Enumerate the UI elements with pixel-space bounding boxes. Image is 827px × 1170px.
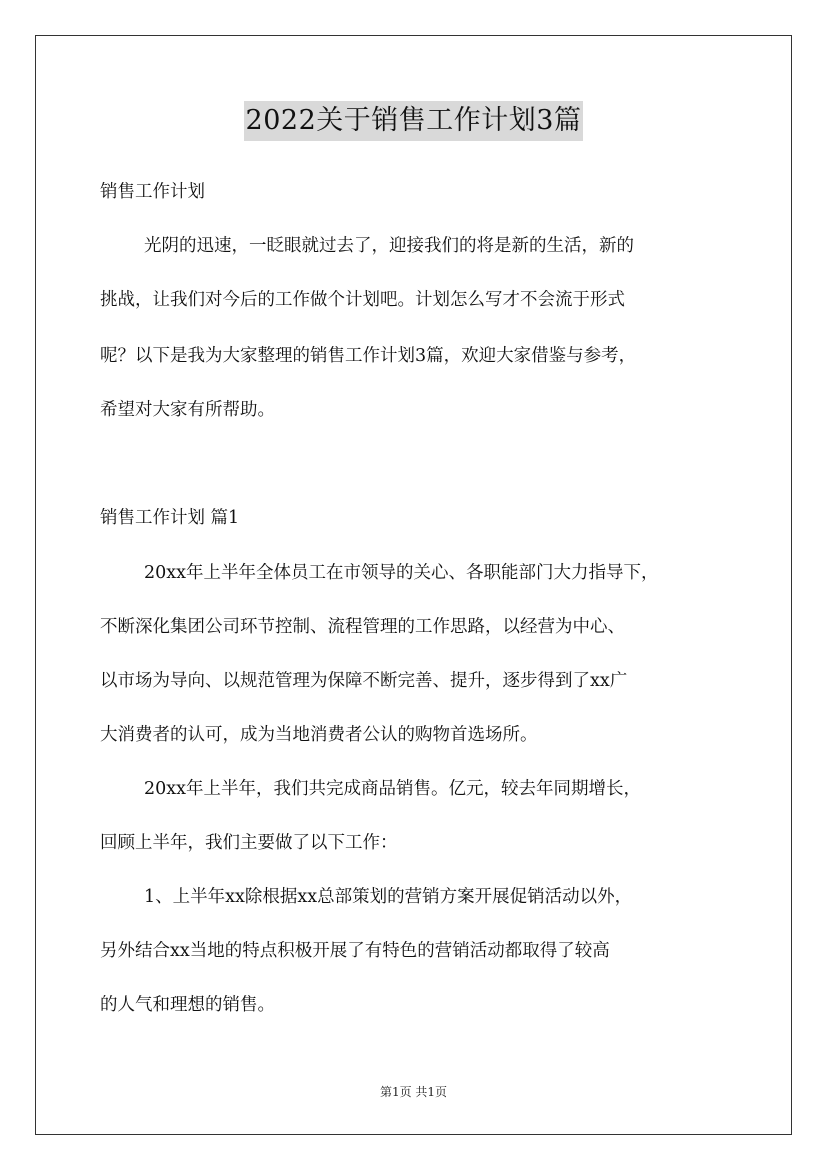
- paragraph-line: 的人气和理想的销售。: [100, 995, 275, 1015]
- paragraph-line: 回顾上半年，我们主要做了以下工作：: [100, 833, 398, 853]
- paragraph-line: 光阴的迅速，一眨眼就过去了，迎接我们的将是新的生活，新的: [144, 236, 634, 256]
- paragraph-line: 以市场为导向、以规范管理为保障不断完善、提升，逐步得到了xx广: [100, 671, 628, 691]
- intro-heading: 销售工作计划: [100, 182, 205, 202]
- paragraph-line: 不断深化集团公司环节控制、流程管理的工作思路，以经营为中心、: [100, 617, 625, 637]
- page-number: 第1页 共1页: [379, 1085, 448, 1099]
- paragraph-line: 大消费者的认可，成为当地消费者公认的购物首选场所。: [100, 725, 538, 745]
- title-wrap: [0, 101, 827, 141]
- paragraph-line: 呢？以下是我为大家整理的销售工作计划3篇，欢迎大家借鉴与参考，: [100, 346, 637, 366]
- paragraph-line: 希望对大家有所帮助。: [100, 400, 275, 420]
- paragraph-line: 挑战，让我们对今后的工作做个计划吧。计划怎么写才不会流于形式: [100, 290, 625, 310]
- paragraph-line: 20xx年上半年全体员工在市领导的关心、各职能部门大力指导下，: [144, 563, 659, 583]
- paragraph-line: 20xx年上半年，我们共完成商品销售。亿元，较去年同期增长，: [144, 779, 642, 799]
- paragraph-line: 1、上半年xx除根据xx总部策划的营销方案开展促销活动以外，: [144, 887, 633, 907]
- paragraph-line: 另外结合xx当地的特点积极开展了有特色的营销活动都取得了较高: [100, 941, 610, 961]
- document-title: 2022关于销售工作计划3篇: [244, 101, 584, 141]
- section1-heading: 销售工作计划 篇1: [100, 508, 240, 528]
- page-footer: [0, 1084, 827, 1100]
